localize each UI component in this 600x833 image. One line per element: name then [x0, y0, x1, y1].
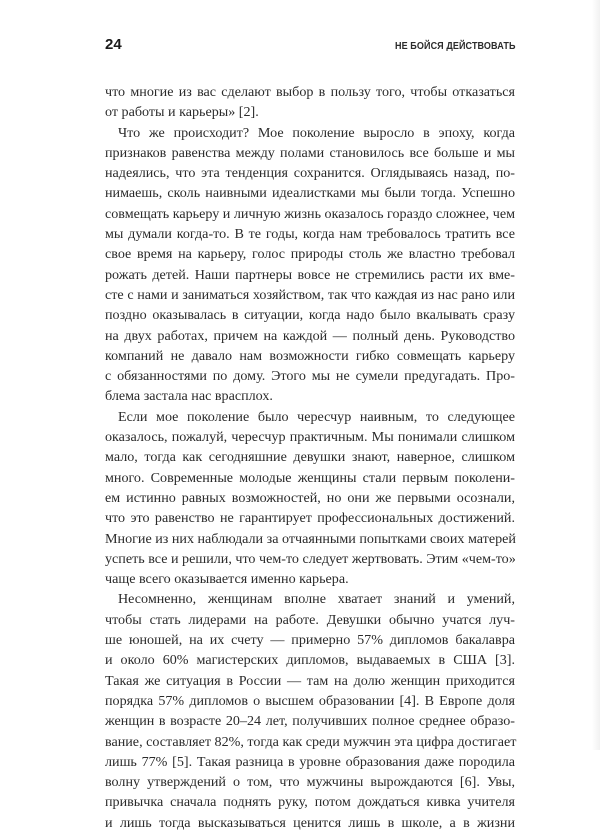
text-line: ем истинно равных возможностей, но они же первыми осознали,: [105, 489, 515, 506]
text-line: мало, тогда как сегодняшние девушки знают, наверное, слишком: [105, 449, 515, 466]
text-line: от работы и карьеры» [2].: [105, 104, 259, 121]
text-line: свое время на карьеру, голос природы столь же властно требовал: [105, 246, 515, 263]
text-line: и лишь тогда высказываться ценится лишь в школе, а в жизни: [105, 814, 515, 831]
text-line: поздно оказывалась в ситуации, когда надо было вкалывать сразу: [105, 307, 515, 324]
text-line: Многие из них наблюдали за отчаянными попытками своих матерей: [105, 530, 516, 547]
text-line: что это равенство не гарантирует профессиональных достижений.: [105, 510, 515, 527]
text-line: чтобы стать лидерами на работе. Девушки обычно учатся луч-: [105, 611, 515, 628]
text-line: надеялись, что эта тенденция сохранится. Оглядываясь назад, по-: [105, 165, 515, 182]
text-line: много. Современные молодые женщины стали первым поколени-: [105, 469, 515, 486]
text-line: и около 60% магистерских дипломов, выдаваемых в США [3].: [105, 652, 515, 669]
text-line: привычка сначала поднять руку, потом дождаться кивка учителя: [105, 794, 515, 811]
text-line: на двух работах, причем на каждой — полный день. Руководство: [105, 327, 515, 344]
text-line: мы думали когда-то. В те годы, когда нам требовалось тратить все: [105, 226, 515, 243]
text-line: волну утверждений о том, что мужчины вырождаются [6]. Увы,: [105, 774, 515, 791]
text-line: что многие из вас сделают выбор в пользу того, чтобы отказаться: [105, 84, 515, 100]
text-line: женщин в возрасте 20–24 лет, получивших полное среднее образо-: [105, 713, 515, 730]
text-line: успеть все и решили, что чем-то следует жертвовать. Этим «чем-то»: [105, 550, 516, 567]
text-line: Если мое поколение было чересчур наивным, то следующее: [118, 408, 515, 425]
running-header: [105, 34, 515, 56]
text-line: оказалось, пожалуй, чересчур практичным. Мы понимали слишком: [105, 429, 515, 446]
text-line: рожать детей. Наши партнеры вовсе не стремились расти их вме-: [105, 266, 515, 283]
text-line: лишь 77% [5]. Такая разница в уровне образования даже породила: [105, 753, 515, 770]
body-text: [105, 82, 515, 833]
text-line: совмещать карьеру и личную жизнь оказалось гораздо сложнее, чем: [105, 205, 515, 222]
page-number: 24: [105, 36, 122, 53]
text-line: с обязанностями по дому. Этого мы не сумели предугадать. Про-: [105, 368, 515, 385]
text-line: ше юношей, на их счету — примерно 57% дипломов бакалавра: [105, 632, 515, 649]
text-line: Несомненно, женщинам вполне хватает знаний и умений,: [118, 591, 515, 608]
text-line: сте с нами и заниматься хозяйством, так что каждая из нас рано или: [105, 286, 515, 303]
text-line: чаще всего оказывается именно карьера.: [105, 571, 349, 588]
book-title: НЕ БОЙСЯ ДЕЙСТВОВАТЬ: [395, 40, 516, 52]
text-line: Такая же ситуация в России — там на долю женщин приходится: [105, 672, 515, 689]
text-line: блема застала нас врасплох.: [105, 388, 273, 405]
text-line: вание, составляет 82%, тогда как среди мужчин эта цифра достигает: [105, 733, 517, 750]
page-edge-shadow: [592, 0, 600, 750]
text-line: порядка 57% дипломов о высшем образовании [4]. В Европе доля: [105, 692, 515, 709]
text-line: компаний не давало нам возможности гибко совмещать карьеру: [105, 347, 515, 364]
text-line: Что же происходит? Мое поколение выросло в эпоху, когда: [118, 124, 515, 141]
text-line: нимаешь, сколь наивными идеалистками мы были тогда. Успешно: [105, 185, 515, 202]
text-line: признаков равенства между полами становилось все больше и мы: [105, 144, 515, 161]
